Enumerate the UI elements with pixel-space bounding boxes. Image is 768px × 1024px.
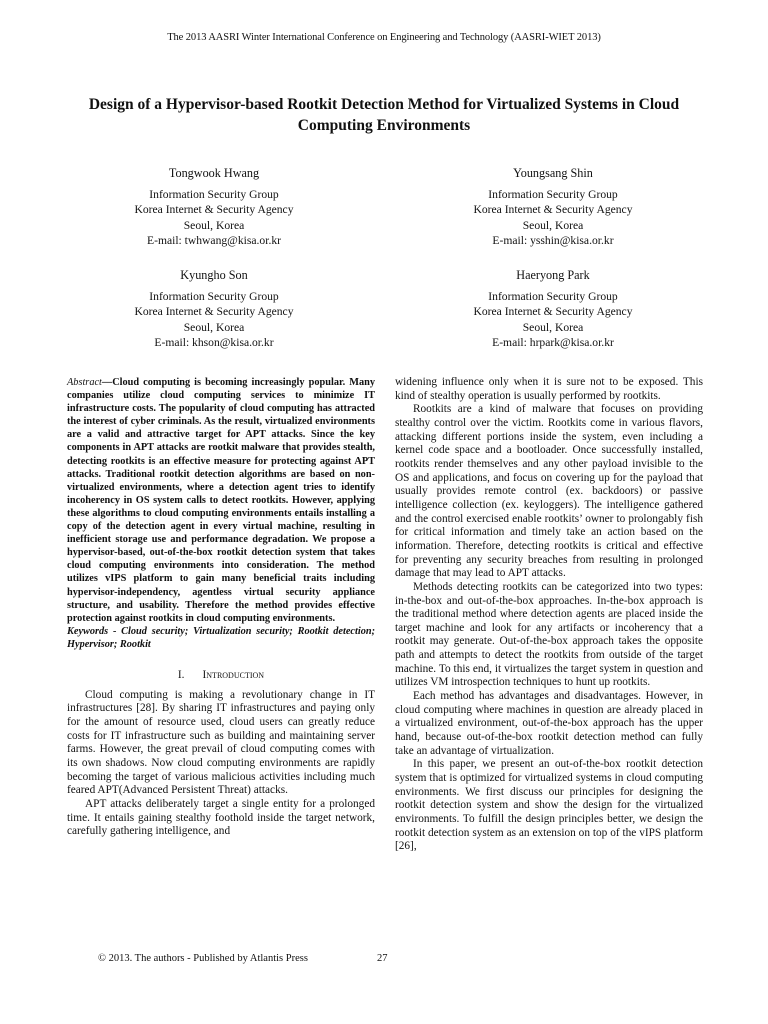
author-location: Seoul, Korea bbox=[183, 320, 245, 334]
body-paragraph: Methods detecting rootkits can be categorized into two types: in-the-box and out-of-the-box approaches. In-the-box approach is the traditional method where detection agents are placed inside the target machine and look for any artifacts or incoherency that a rootkit may generate. Out-of-the-box approach takes the opposite path and attempts to detect the rootkits from outside of the target machine. To this end, it virtualizes the target system in question and utilizes VM introspection techniques to hunt up rootkits. bbox=[395, 580, 703, 689]
author-group: Information Security Group bbox=[488, 289, 618, 303]
author-block bbox=[64, 268, 364, 351]
paper-title: Design of a Hypervisor-based Rootkit Detection Method for Virtualized Systems in Cloud Computing Environments bbox=[88, 96, 680, 134]
author-group: Information Security Group bbox=[488, 187, 618, 201]
body-paragraph: APT attacks deliberately target a single entity for a prolonged time. It entails gaining stealthy foothold inside the target network, carefully gathering intelligence, and bbox=[67, 797, 375, 838]
abstract-text: —Cloud computing is becoming increasingly popular. Many companies utilize cloud computing services to minimize IT infrastructure costs. The popularity of cloud computing has attracted the interest of cyber criminals. As the result, virtualized environments are a valid and attractive target for APT attacks. Since the key components in APT attacks are rootkit malware that provides stealth, detecting rootkits is an effective measure for protecting against APT attacks. Traditional rootkit detection algorithms are based on non-virtualized environments, where a detection agent tries to identify incoherency in OS system calls to detect rootkits. However, applying these algorithms to cloud computing environments entails installing a copy of the detection agent in every virtual machine, resulting in inefficient storage use and performance degradation. We propose a hypervisor-based, out-of-the-box rootkit detection system that takes cloud computing environments into consideration. The method utilizes vIPS platform to gain many beneficial traits including hypervisor-independency, agentless virtual security appliance structure, and usability. Therefore the method provides effective protection against rootkits in cloud computing environments. bbox=[67, 377, 375, 624]
author-group: Information Security Group bbox=[149, 289, 279, 303]
section-heading bbox=[67, 669, 375, 683]
author-name: Youngsang Shin bbox=[513, 166, 593, 180]
keywords-text: Cloud security; Virtualization security; Rootkit detection; Hypervisor; Rootkit bbox=[67, 625, 376, 650]
body-paragraph: In this paper, we present an out-of-the-box rootkit detection system that is optimized for virtualized systems in cloud computing environments. We first discuss our principles for designing the rootkit detection system and show the design for the virtualized environments. To fulfill the design principles better, we design the rootkit detection system as an extension on top of the vIPS platform [26], bbox=[395, 758, 703, 853]
conference-header: The 2013 AASRI Winter International Conference on Engineering and Technology (AASRI-WIET 2013) bbox=[167, 32, 601, 43]
author-block bbox=[64, 166, 364, 249]
keywords-label: Keywords - bbox=[67, 625, 122, 637]
author-email: E-mail: twhwang@kisa.or.kr bbox=[147, 234, 281, 247]
author-org: Korea Internet & Security Agency bbox=[473, 305, 633, 318]
body-paragraph: Rootkits are a kind of malware that focuses on providing stealthy control over the victim. Rootkits come in various flavors, attacking different portions inside the system, even including a kernel code space and a bootloader. Once successfully installed, rootkits render themselves and any other payload invisible to the OS and applications, and focus on covering up for the payload that usually provides remote control (ex. backdoors) or passive intelligence collection (ex. keyloggers). The intelligence gathered and the control exercised enable rootkits’ owner to prolongably fish for critical information and timely take an action based on the information. Therefore, detecting rootkits is critical and effective for preventing any security breaches from resulting in prolonged damage that may lead to APT attacks. bbox=[395, 403, 703, 580]
right-column bbox=[395, 376, 703, 854]
section-number: I. bbox=[177, 668, 185, 681]
section-title: Introduction bbox=[202, 668, 265, 681]
body-paragraph: Cloud computing is making a revolutionary change in IT infrastructures [28]. By sharing IT infrastructures and paying only for the amount of resource used, cloud users can greatly reduce costs for IT infrastructure such as building and maintaining server farms. However, the great prevail of cloud computing comes with its own shadows. Now cloud computing environments are rapidly becoming the target of various malicious activities including much feared APT(Advanced Persistent Threat) attacks. bbox=[67, 688, 375, 797]
left-column bbox=[67, 376, 375, 839]
author-name: Tongwook Hwang bbox=[168, 166, 260, 180]
copyright-notice: © 2013. The authors - Published by Atlantis Press bbox=[98, 953, 308, 964]
author-group: Information Security Group bbox=[149, 187, 279, 201]
author-block bbox=[403, 268, 703, 351]
body-paragraph-continuation: widening influence only when it is sure not to be exposed. This kind of stealthy operation is usually performed by rootkits. bbox=[395, 376, 703, 402]
author-email: E-mail: ysshin@kisa.or.kr bbox=[492, 234, 614, 247]
author-block bbox=[403, 166, 703, 249]
author-location: Seoul, Korea bbox=[522, 320, 584, 334]
page-footer bbox=[98, 953, 398, 964]
author-org: Korea Internet & Security Agency bbox=[134, 305, 294, 318]
author-email: E-mail: hrpark@kisa.or.kr bbox=[492, 336, 614, 349]
author-email: E-mail: khson@kisa.or.kr bbox=[154, 336, 274, 349]
author-name: Haeryong Park bbox=[516, 268, 590, 282]
author-org: Korea Internet & Security Agency bbox=[134, 203, 294, 216]
body-paragraph: Each method has advantages and disadvantages. However, in cloud computing where machines in question are already placed in a virtualized environment, out-of-the-box approach has the upper hand, because out-of-the-box rootkit detection method can fully take an advantage of virtualization. bbox=[395, 690, 703, 757]
page-number: 27 bbox=[377, 953, 388, 964]
author-location: Seoul, Korea bbox=[522, 218, 584, 232]
author-name: Kyungho Son bbox=[180, 268, 248, 282]
author-location: Seoul, Korea bbox=[183, 218, 245, 232]
abstract-label: Abstract bbox=[67, 377, 102, 388]
keywords bbox=[67, 625, 375, 651]
author-org: Korea Internet & Security Agency bbox=[473, 203, 633, 216]
abstract bbox=[67, 376, 375, 625]
